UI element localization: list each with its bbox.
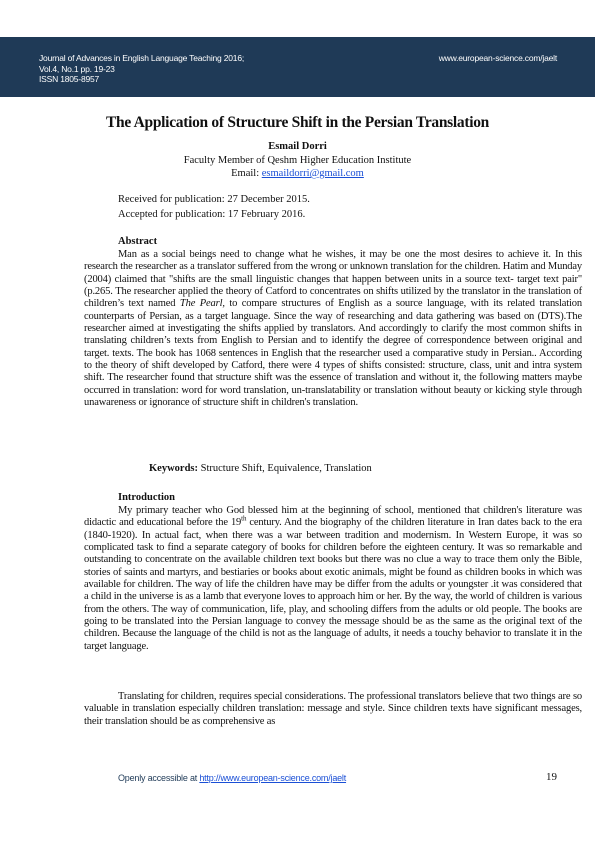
intro-p1-a: My primary teacher who God blessed him at the beginning of school, mentioned that children's literature was didactic and educational before the 19 [84, 505, 582, 529]
abstract-part-1: Man as a social beings need to change what he wishes, it may be one the most desires to achieve it. In this research the researcher as a translator suffered from the wrong or unknown translation for the children. Hatim and Munday (2004) claimed that "shifts are the small linguistic changes that happen between units in a source text- target text pair"(p.265. The researcher applied the theory of Catford to concentrates on shifts utilized by the translator in the translation of children’s text named [84, 249, 583, 310]
keywords-line [149, 463, 372, 474]
abstract-text [84, 249, 582, 409]
author-affiliation: Faculty Member of Qeshm Higher Education Institute [183, 155, 412, 166]
journal-info [39, 53, 244, 85]
journal-url[interactable]: www.european-science.com/jaelt [438, 53, 557, 63]
introduction-paragraph-1 [84, 505, 582, 653]
email-link[interactable]: esmaildorri@gmail.com [261, 168, 364, 179]
keywords-text: Structure Shift, Equivalence, Translation [198, 463, 372, 474]
intro-p1-b: century. And the biography of the children literature in Iran dates back to the era (1840-1920). In actual fact, when there was a war between tradition and modernism. In Western Europe, it was so complicated task to find a separate category of books for children before the eighteen century. It was so remarkable and outstanding to concentrate on the available children text books but there was no clue a way to trace them only the Bible, stories of saints and martyrs, and bestiaries or books about exotic animals, might be found as children books in which was available for children. The way of life the children have may be differ from the adults or youngster .it was considered that a child in the universe is as a lamb that everyone loves to approach him or her. By the way, the world of children is various from the others. The way of communication, life, play, and schooling differs from the adults or old people. The books are going to be translated into the Persian language to convey the message should be as the same as the original text of the children. Because the language of the child is not as the language of adults, it needs a touchy behavior to translate it in the target language. [84, 517, 582, 652]
footer-link[interactable]: http://www.european-science.com/jaelt [199, 773, 347, 783]
page-number: 19 [546, 771, 557, 783]
introduction-paragraph-2: Translating for children, requires special considerations. The professional translators believe that two things are so valuable in translation especially children translation: message and style. Since children texts have significant messages, their translation should be as comprehensive as [84, 691, 582, 727]
keywords-label: Keywords: [149, 463, 198, 474]
received-date: Received for publication: 27 December 2015. [118, 194, 310, 205]
introduction-heading: Introduction [118, 492, 175, 503]
footer-text: Openly accessible at [118, 773, 200, 783]
intro-p1-sup: th [241, 514, 247, 523]
abstract-heading: Abstract [118, 236, 158, 247]
abstract-book-title: The Pearl, [179, 298, 225, 310]
journal-issn: ISSN 1805-8957 [39, 74, 100, 84]
footer-access-line [118, 773, 346, 783]
journal-name: Journal of Advances in English Language Teaching 2016; [39, 53, 245, 63]
email-label: Email: [231, 168, 262, 179]
paper-title: The Application of Structure Shift in the Persian Translation [105, 114, 489, 131]
abstract-part-2: to compare structures of English as a source language, with its related translation counterparts of Persian, as a target language. Since the way of researching and data gathering was based on (DTS).The researcher aimed at investigating the shifts applied by translators. And accordingly to clarify the most common shifts in translating children’s texts from English to Persian and to identify the degree of correspondence between original and target. texts. The book has 1068 sentences in English that the researcher used a comparative study in Persian.. According to the theory of shift developed by Catford, there were 4 types of shifts consisted: structure, class, unit and intra system shift. The researcher found that structure shift was the essence of translation and without it, the following matters maybe occurred in translation: word for word translation, un-translatability or translation without beauty or kicking style through unawareness or ignorance of structure shift in children's translation. [84, 298, 583, 409]
journal-volume: Vol.4, No.1 pp. 19-23 [39, 63, 115, 74]
accepted-date: Accepted for publication: 17 February 2016. [118, 209, 306, 220]
author-email-line [0, 168, 595, 179]
journal-header-band [0, 37, 595, 97]
author-name: Esmail Dorri [268, 141, 327, 152]
